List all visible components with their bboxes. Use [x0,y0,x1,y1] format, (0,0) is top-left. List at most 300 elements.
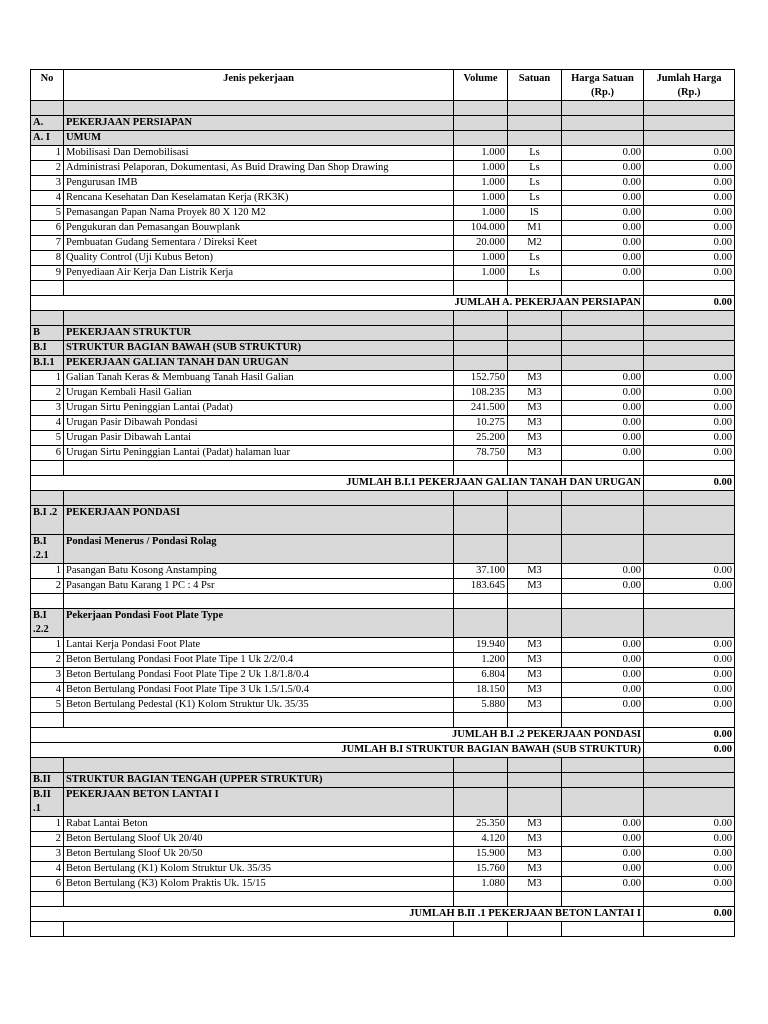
empty-cell [64,491,454,506]
rab-table [30,69,735,937]
item-name: Urugan Pasir Dibawah Pondasi [64,416,454,431]
empty-cell [644,713,735,728]
item-satuan: M3 [508,817,562,832]
item-satuan: Ls [508,251,562,266]
section-bii-heading [31,773,735,788]
item-harga-satuan: 0.00 [562,206,644,221]
item-row [31,579,735,594]
item-row [31,191,735,206]
item-row [31,386,735,401]
empty-cell [508,281,562,296]
item-jumlah-harga: 0.00 [644,668,735,683]
item-satuan: M3 [508,386,562,401]
item-row [31,446,735,461]
header-harga-satuan: Harga Satuan (Rp.) [562,70,644,101]
total-label: JUMLAH B.II .1 PEKERJAAN BETON LANTAI I [31,907,644,922]
item-no: 5 [31,206,64,221]
item-row [31,251,735,266]
item-no: 9 [31,266,64,281]
item-no: 3 [31,401,64,416]
header-no: No [31,70,64,101]
item-harga-satuan: 0.00 [562,698,644,713]
item-name: Beton Bertulang Pondasi Foot Plate Tipe 2 Uk 1.8/1.8/0.4 [64,668,454,683]
empty-cell [31,281,64,296]
item-volume: 78.750 [454,446,508,461]
item-name: Pasangan Batu Kosong Anstamping [64,564,454,579]
item-satuan: M1 [508,221,562,236]
empty-cell [31,491,64,506]
item-volume: 1.080 [454,877,508,892]
item-satuan: M3 [508,832,562,847]
empty-cell [508,131,562,146]
item-no: 3 [31,847,64,862]
item-volume: 1.000 [454,146,508,161]
item-name: Beton Bertulang (K3) Kolom Praktis Uk. 15/15 [64,877,454,892]
item-harga-satuan: 0.00 [562,236,644,251]
empty-cell [454,506,508,535]
blank-row [31,281,735,296]
empty-cell [454,922,508,937]
section-title: Pondasi Menerus / Pondasi Rolag [64,535,454,564]
item-row [31,146,735,161]
empty-cell [64,281,454,296]
item-harga-satuan: 0.00 [562,832,644,847]
empty-cell [454,101,508,116]
item-no: 4 [31,683,64,698]
section-code: A. [31,116,64,131]
item-no: 1 [31,817,64,832]
section-a-heading [31,116,735,131]
item-row [31,161,735,176]
item-satuan: Ls [508,266,562,281]
empty-cell [508,713,562,728]
empty-cell [562,101,644,116]
item-harga-satuan: 0.00 [562,176,644,191]
item-no: 6 [31,446,64,461]
blank-row [31,461,735,476]
item-harga-satuan: 0.00 [562,221,644,236]
empty-cell [31,713,64,728]
item-harga-satuan: 0.00 [562,817,644,832]
empty-cell [644,609,735,638]
empty-cell [31,311,64,326]
item-name: Mobilisasi Dan Demobilisasi [64,146,454,161]
item-volume: 25.350 [454,817,508,832]
item-jumlah-harga: 0.00 [644,698,735,713]
item-harga-satuan: 0.00 [562,191,644,206]
blank-row [31,758,735,773]
total-bii1-row [31,907,735,922]
item-volume: 5.880 [454,698,508,713]
item-harga-satuan: 0.00 [562,638,644,653]
empty-cell [644,892,735,907]
section-code: B.I .2 [31,506,64,535]
item-row [31,266,735,281]
item-name: Administrasi Pelaporan, Dokumentasi, As Buid Drawing Dan Shop Drawing [64,161,454,176]
item-name: Beton Bertulang Pondasi Foot Plate Tipe 3 Uk 1.5/1.5/0.4 [64,683,454,698]
empty-cell [64,892,454,907]
empty-cell [64,594,454,609]
empty-cell [454,461,508,476]
item-name: Beton Bertulang (K1) Kolom Struktur Uk. 35/35 [64,862,454,877]
blank-row [31,311,735,326]
section-title: STRUKTUR BAGIAN BAWAH (SUB STRUKTUR) [64,341,454,356]
blank-row [31,491,735,506]
item-name: Penyediaan Air Kerja Dan Listrik Kerja [64,266,454,281]
item-volume: 18.150 [454,683,508,698]
empty-cell [562,773,644,788]
empty-cell [64,101,454,116]
section-title: Pekerjaan Pondasi Foot Plate Type [64,609,454,638]
empty-cell [454,311,508,326]
blank-row [31,101,735,116]
header-satuan: Satuan [508,70,562,101]
header-jenis: Jenis pekerjaan [64,70,454,101]
item-row [31,653,735,668]
item-row [31,401,735,416]
total-bi2-row [31,728,735,743]
item-harga-satuan: 0.00 [562,371,644,386]
item-row [31,206,735,221]
item-harga-satuan: 0.00 [562,416,644,431]
section-title: PEKERJAAN BETON LANTAI I [64,788,454,817]
empty-cell [454,713,508,728]
empty-cell [562,116,644,131]
item-volume: 4.120 [454,832,508,847]
section-bi1-heading [31,356,735,371]
item-row [31,862,735,877]
empty-cell [508,491,562,506]
item-satuan: M3 [508,564,562,579]
empty-cell [644,116,735,131]
item-harga-satuan: 0.00 [562,668,644,683]
item-name: Urugan Pasir Dibawah Lantai [64,431,454,446]
item-row [31,638,735,653]
section-code: B.II [31,773,64,788]
empty-cell [31,594,64,609]
empty-cell [64,713,454,728]
empty-cell [31,892,64,907]
item-harga-satuan: 0.00 [562,146,644,161]
blank-row [31,594,735,609]
item-volume: 1.000 [454,251,508,266]
item-satuan: M3 [508,862,562,877]
empty-cell [454,356,508,371]
item-jumlah-harga: 0.00 [644,416,735,431]
item-satuan: Ls [508,161,562,176]
item-row [31,668,735,683]
total-a-row [31,296,735,311]
empty-cell [454,535,508,564]
item-satuan: Ls [508,191,562,206]
section-code: A. I [31,131,64,146]
item-volume: 183.645 [454,579,508,594]
item-satuan: M3 [508,371,562,386]
item-no: 1 [31,638,64,653]
item-row [31,236,735,251]
item-satuan: M3 [508,638,562,653]
item-harga-satuan: 0.00 [562,446,644,461]
item-name: Urugan Sirtu Peninggian Lantai (Padat) [64,401,454,416]
blank-row [31,922,735,937]
empty-cell [562,356,644,371]
empty-cell [644,341,735,356]
section-code: B.I [31,341,64,356]
section-code: B.I .2.1 [31,535,64,564]
empty-cell [562,922,644,937]
empty-cell [644,506,735,535]
item-jumlah-harga: 0.00 [644,221,735,236]
item-no: 1 [31,146,64,161]
item-no: 7 [31,236,64,251]
item-name: Pengukuran dan Pemasangan Bouwplank [64,221,454,236]
item-name: Rencana Kesehatan Dan Keselamatan Kerja (RK3K) [64,191,454,206]
item-row [31,817,735,832]
item-name: Beton Bertulang Pondasi Foot Plate Tipe 1 Uk 2/2/0.4 [64,653,454,668]
empty-cell [644,788,735,817]
empty-cell [562,326,644,341]
section-code: B.I .2.2 [31,609,64,638]
empty-cell [562,461,644,476]
item-jumlah-harga: 0.00 [644,236,735,251]
item-no: 2 [31,161,64,176]
item-satuan: Ls [508,146,562,161]
item-volume: 19.940 [454,638,508,653]
item-volume: 37.100 [454,564,508,579]
item-row [31,221,735,236]
section-a1-heading [31,131,735,146]
item-jumlah-harga: 0.00 [644,266,735,281]
empty-cell [508,535,562,564]
blank-row [31,892,735,907]
item-satuan: M3 [508,698,562,713]
item-harga-satuan: 0.00 [562,386,644,401]
item-jumlah-harga: 0.00 [644,146,735,161]
section-code: B [31,326,64,341]
empty-cell [454,131,508,146]
item-harga-satuan: 0.00 [562,251,644,266]
item-satuan: M3 [508,416,562,431]
total-label: JUMLAH B.I .2 PEKERJAAN PONDASI [31,728,644,743]
section-title: STRUKTUR BAGIAN TENGAH (UPPER STRUKTUR) [64,773,454,788]
item-jumlah-harga: 0.00 [644,191,735,206]
item-no: 3 [31,668,64,683]
item-satuan: M3 [508,847,562,862]
empty-cell [562,758,644,773]
item-no: 6 [31,221,64,236]
item-jumlah-harga: 0.00 [644,877,735,892]
section-bi-heading [31,341,735,356]
empty-cell [31,101,64,116]
total-label: JUMLAH B.I STRUKTUR BAGIAN BAWAH (SUB STRUKTUR) [31,743,644,758]
total-label: JUMLAH B.I.1 PEKERJAAN GALIAN TANAH DAN URUGAN [31,476,644,491]
item-volume: 1.200 [454,653,508,668]
item-jumlah-harga: 0.00 [644,446,735,461]
item-satuan: M3 [508,579,562,594]
item-satuan: M3 [508,877,562,892]
item-name: Lantai Kerja Pondasi Foot Plate [64,638,454,653]
empty-cell [562,535,644,564]
item-satuan: M3 [508,401,562,416]
item-jumlah-harga: 0.00 [644,579,735,594]
item-jumlah-harga: 0.00 [644,832,735,847]
empty-cell [454,788,508,817]
empty-cell [64,311,454,326]
item-row [31,371,735,386]
empty-cell [64,461,454,476]
item-jumlah-harga: 0.00 [644,206,735,221]
item-satuan: M3 [508,446,562,461]
item-row [31,877,735,892]
empty-cell [644,131,735,146]
item-harga-satuan: 0.00 [562,431,644,446]
empty-cell [454,281,508,296]
item-volume: 20.000 [454,236,508,251]
item-name: Beton Bertulang Pedestal (K1) Kolom Struktur Uk. 35/35 [64,698,454,713]
empty-cell [562,131,644,146]
item-no: 2 [31,386,64,401]
empty-cell [644,101,735,116]
item-volume: 108.235 [454,386,508,401]
item-satuan: M3 [508,431,562,446]
empty-cell [454,594,508,609]
empty-cell [454,609,508,638]
item-harga-satuan: 0.00 [562,401,644,416]
item-no: 4 [31,416,64,431]
section-code: B.I.1 [31,356,64,371]
item-row [31,847,735,862]
item-volume: 1.000 [454,206,508,221]
item-harga-satuan: 0.00 [562,653,644,668]
empty-cell [454,326,508,341]
item-volume: 152.750 [454,371,508,386]
item-name: Galian Tanah Keras & Membuang Tanah Hasil Galian [64,371,454,386]
item-name: Pembuatan Gudang Sementara / Direksi Keet [64,236,454,251]
empty-cell [508,356,562,371]
item-harga-satuan: 0.00 [562,161,644,176]
item-volume: 241.500 [454,401,508,416]
item-name: Pengurusan IMB [64,176,454,191]
item-harga-satuan: 0.00 [562,847,644,862]
empty-cell [508,922,562,937]
item-jumlah-harga: 0.00 [644,251,735,266]
item-row [31,832,735,847]
item-no: 3 [31,176,64,191]
item-no: 5 [31,698,64,713]
item-volume: 1.000 [454,161,508,176]
item-name: Urugan Sirtu Peninggian Lantai (Padat) halaman luar [64,446,454,461]
empty-cell [644,461,735,476]
empty-cell [562,892,644,907]
item-jumlah-harga: 0.00 [644,431,735,446]
item-harga-satuan: 0.00 [562,862,644,877]
item-name: Beton Bertulang Sloof Uk 20/40 [64,832,454,847]
total-value: 0.00 [644,743,735,758]
empty-cell [644,281,735,296]
empty-cell [508,788,562,817]
item-jumlah-harga: 0.00 [644,564,735,579]
empty-cell [31,922,64,937]
item-harga-satuan: 0.00 [562,579,644,594]
item-satuan: M3 [508,653,562,668]
item-row [31,683,735,698]
empty-cell [31,758,64,773]
item-volume: 6.804 [454,668,508,683]
empty-cell [508,101,562,116]
empty-cell [508,609,562,638]
empty-cell [508,506,562,535]
empty-cell [562,788,644,817]
item-no: 6 [31,877,64,892]
item-harga-satuan: 0.00 [562,683,644,698]
item-row [31,698,735,713]
item-no: 8 [31,251,64,266]
item-name: Pemasangan Papan Nama Proyek 80 X 120 M2 [64,206,454,221]
item-satuan: M3 [508,683,562,698]
item-harga-satuan: 0.00 [562,266,644,281]
item-row [31,431,735,446]
empty-cell [644,491,735,506]
section-bi21-heading [31,535,735,564]
item-jumlah-harga: 0.00 [644,176,735,191]
item-satuan: M3 [508,668,562,683]
empty-cell [508,461,562,476]
item-no: 1 [31,564,64,579]
item-jumlah-harga: 0.00 [644,638,735,653]
item-harga-satuan: 0.00 [562,877,644,892]
empty-cell [562,491,644,506]
item-no: 2 [31,579,64,594]
empty-cell [508,326,562,341]
empty-cell [508,116,562,131]
item-jumlah-harga: 0.00 [644,847,735,862]
item-volume: 25.200 [454,431,508,446]
section-b-heading [31,326,735,341]
empty-cell [644,326,735,341]
item-name: Beton Bertulang Sloof Uk 20/50 [64,847,454,862]
item-volume: 15.900 [454,847,508,862]
section-code: B.II .1 [31,788,64,817]
item-no: 5 [31,431,64,446]
item-jumlah-harga: 0.00 [644,683,735,698]
empty-cell [562,609,644,638]
empty-cell [454,116,508,131]
empty-cell [644,758,735,773]
item-jumlah-harga: 0.00 [644,161,735,176]
empty-cell [644,356,735,371]
empty-cell [644,773,735,788]
section-title: PEKERJAAN PERSIAPAN [64,116,454,131]
item-jumlah-harga: 0.00 [644,653,735,668]
item-satuan: lS [508,206,562,221]
total-bi-row [31,743,735,758]
item-no: 4 [31,862,64,877]
total-value: 0.00 [644,907,735,922]
header-volume: Volume [454,70,508,101]
item-no: 2 [31,832,64,847]
empty-cell [562,506,644,535]
empty-cell [562,341,644,356]
item-name: Rabat Lantai Beton [64,817,454,832]
item-row [31,176,735,191]
section-bi2-heading [31,506,735,535]
empty-cell [508,892,562,907]
item-name: Urugan Kembali Hasil Galian [64,386,454,401]
empty-cell [562,594,644,609]
item-no: 4 [31,191,64,206]
blank-row [31,713,735,728]
empty-cell [508,758,562,773]
